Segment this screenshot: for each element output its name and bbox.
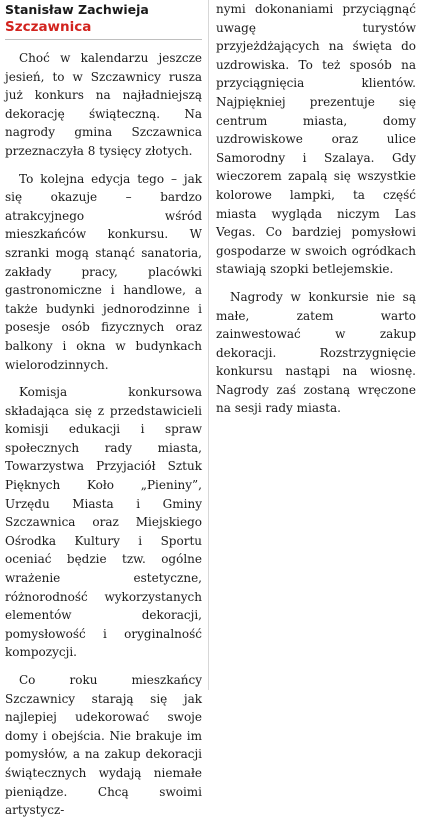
paragraph: Nagrody w konkursie nie są małe, zatem warto zainwestować w zakup dekoracji. Rozstrzygnięcie konkursu nastąpi na wiosnę. Nagrody zaś zostaną wręczone na sesji rady miasta.	[216, 289, 416, 416]
paragraph: To kolejna edycja tego – jak się okazuje – bardzo atrakcyjnego wśród mieszkańców konkursu. W szranki mogą stanąć sanatoria, zakłady pracy, placówki gastronomiczne i handlowe, a także budynki jednorodzinne i posesje osób fizycznych oraz balkony i okna w budynkach wielorodzinnych.	[5, 171, 202, 372]
paragraph: Co roku mieszkańcy Szczawnicy starają się jak najlepiej udekorować swoje domy i obejścia. Nie brakuje im pomysłów, a na zakup dekoracji świątecznych wydają niemałe pieniądze. Chcą swoimi artystycz-	[5, 673, 202, 818]
header-rule	[5, 39, 202, 40]
author-byline: Stanisław Zachwieja	[5, 2, 149, 17]
paragraph: Choć w kalendarzu jeszcze jesień, to w Szczawnicy rusza już konkurs na najładniejszą dekorację świąteczną. Na nagrody gmina Szczawnica przeznaczyła 8 tysięcy złotych.	[5, 51, 202, 158]
paragraph: Komisja konkursowa składająca się z przedstawicieli komisji edukacji i spraw społecznych rady miasta, Towarzystwa Przyjaciół Sztuk Pięknych Koło „Pieniny”, Urzędu Miasta i Gminy Szczawnica oraz Miejskiego Ośrodka Kultury i Sportu oceniać będzie tzw. ogólne wrażenie estetyczne, różnorodność wykorzystanych elementów dekoracji, pomysłowość i oryginalność kompozycji.	[5, 385, 202, 660]
column-divider	[208, 0, 209, 690]
article-column-left	[5, 0, 202, 818]
paragraph-continued: nymi dokonaniami przyciągnąć uwagę turystów przyjeżdżających na święta do uzdrowiska. To też sposób na przyciągnięcia klientów. Najpiękniej prezentuje się centrum miasta, domy uzdrowiskowe oraz ulice Samorodny i Szalaya. Gdy wieczorem zapalą się wszystkie kolorowe lampki, ta część miasta wygląda niczym Las Vegas. Co bardziej pomysłowi gospodarze w swoich ogródkach stawiają szopki betlejemskie.	[216, 2, 416, 277]
article-column-right	[216, 0, 416, 690]
dateline-location: Szczawnica	[5, 19, 92, 35]
